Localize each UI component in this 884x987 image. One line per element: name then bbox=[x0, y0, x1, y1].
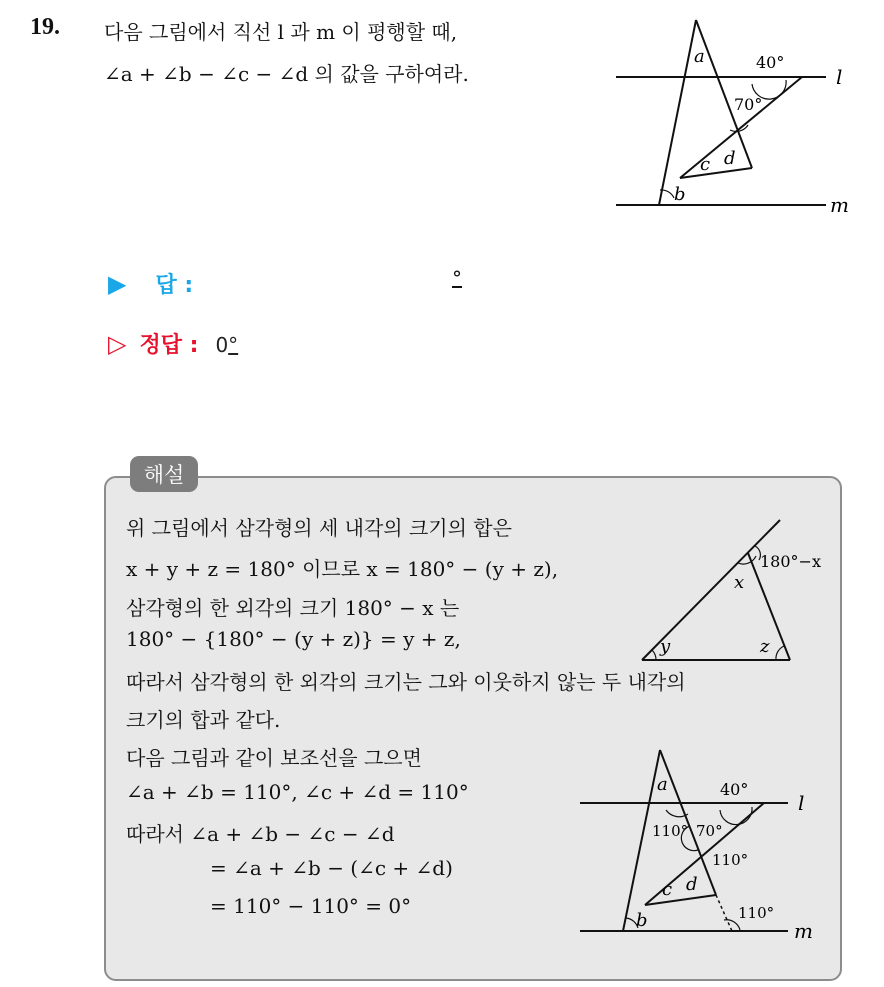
answer-row bbox=[108, 268, 193, 299]
parallel-lines-figure bbox=[600, 12, 870, 222]
label-a: a bbox=[694, 46, 705, 67]
label-d: d bbox=[724, 148, 736, 169]
correct-unit: ° bbox=[228, 333, 239, 357]
explanation-line-6: 크기의 합과 같다. bbox=[126, 708, 281, 732]
question-number: 19. bbox=[30, 14, 60, 40]
correct-label: 정답 : bbox=[139, 333, 199, 358]
label-a-bottom: a bbox=[657, 774, 668, 795]
explanation-line-1: 위 그림에서 삼각형의 세 내각의 크기의 합은 bbox=[126, 516, 512, 540]
label-exterior-angle: 180°−x bbox=[760, 552, 821, 571]
label-y: y bbox=[660, 636, 671, 657]
label-l: l bbox=[836, 65, 843, 89]
question-line-1: 다음 그림에서 직선 l 과 m 이 평행할 때, bbox=[104, 20, 458, 44]
label-angle-110-left: 110° bbox=[652, 822, 689, 840]
label-z: z bbox=[760, 636, 770, 657]
label-b-bottom: b bbox=[636, 910, 648, 931]
explanation-tab: 해설 bbox=[130, 456, 198, 492]
label-c: c bbox=[700, 154, 711, 175]
explanation-line-9: 따라서 ∠a + ∠b − ∠c − ∠d bbox=[126, 822, 395, 846]
label-m-bottom: m bbox=[794, 919, 813, 943]
answer-label: 답 : bbox=[155, 273, 194, 298]
explanation-line-2: x + y + z = 180° 이므로 x = 180° − (y + z), bbox=[126, 557, 559, 581]
label-angle-110-bottom: 110° bbox=[738, 904, 775, 922]
label-d-bottom: d bbox=[686, 874, 698, 895]
label-angle-110-right: 110° bbox=[712, 851, 749, 869]
explanation-line-10: = ∠a + ∠b − (∠c + ∠d) bbox=[210, 856, 453, 880]
correct-answer-row bbox=[108, 328, 238, 359]
transversal-right bbox=[696, 20, 752, 168]
label-x: x bbox=[734, 572, 745, 593]
correct-arrow-icon: ▷ bbox=[108, 330, 127, 358]
correct-value: 0 bbox=[215, 333, 229, 357]
exterior-angle-triangle-figure bbox=[630, 510, 830, 670]
label-angle-40-bottom: 40° bbox=[720, 780, 749, 799]
label-angle-40: 40° bbox=[756, 53, 785, 72]
diagonal-line bbox=[680, 77, 802, 178]
question-line-2: ∠a + ∠b − ∠c − ∠d 의 값을 구하여라. bbox=[104, 62, 469, 86]
explanation-line-5: 따라서 삼각형의 한 외각의 크기는 그와 이웃하지 않는 두 내각의 bbox=[126, 670, 686, 694]
label-l-bottom: l bbox=[798, 791, 805, 815]
label-angle-70: 70° bbox=[734, 95, 763, 114]
label-c-bottom: c bbox=[662, 879, 673, 900]
explanation-line-3: 삼각형의 한 외각의 크기 180° − x 는 bbox=[126, 596, 460, 620]
explanation-line-7: 다음 그림과 같이 보조선을 그으면 bbox=[126, 746, 422, 770]
answer-arrow-icon: ▶ bbox=[108, 270, 127, 298]
explanation-line-11: = 110° − 110° = 0° bbox=[210, 894, 412, 918]
label-angle-70-bottom: 70° bbox=[696, 822, 723, 840]
auxiliary-line-figure bbox=[575, 744, 825, 944]
label-b: b bbox=[674, 184, 686, 205]
explanation-line-8: ∠a + ∠b = 110°, ∠c + ∠d = 110° bbox=[126, 780, 469, 804]
explanation-line-4: 180° − {180° − (y + z)} = y + z, bbox=[126, 627, 461, 651]
label-m: m bbox=[830, 193, 849, 217]
answer-input-unit[interactable]: ° bbox=[452, 266, 462, 290]
